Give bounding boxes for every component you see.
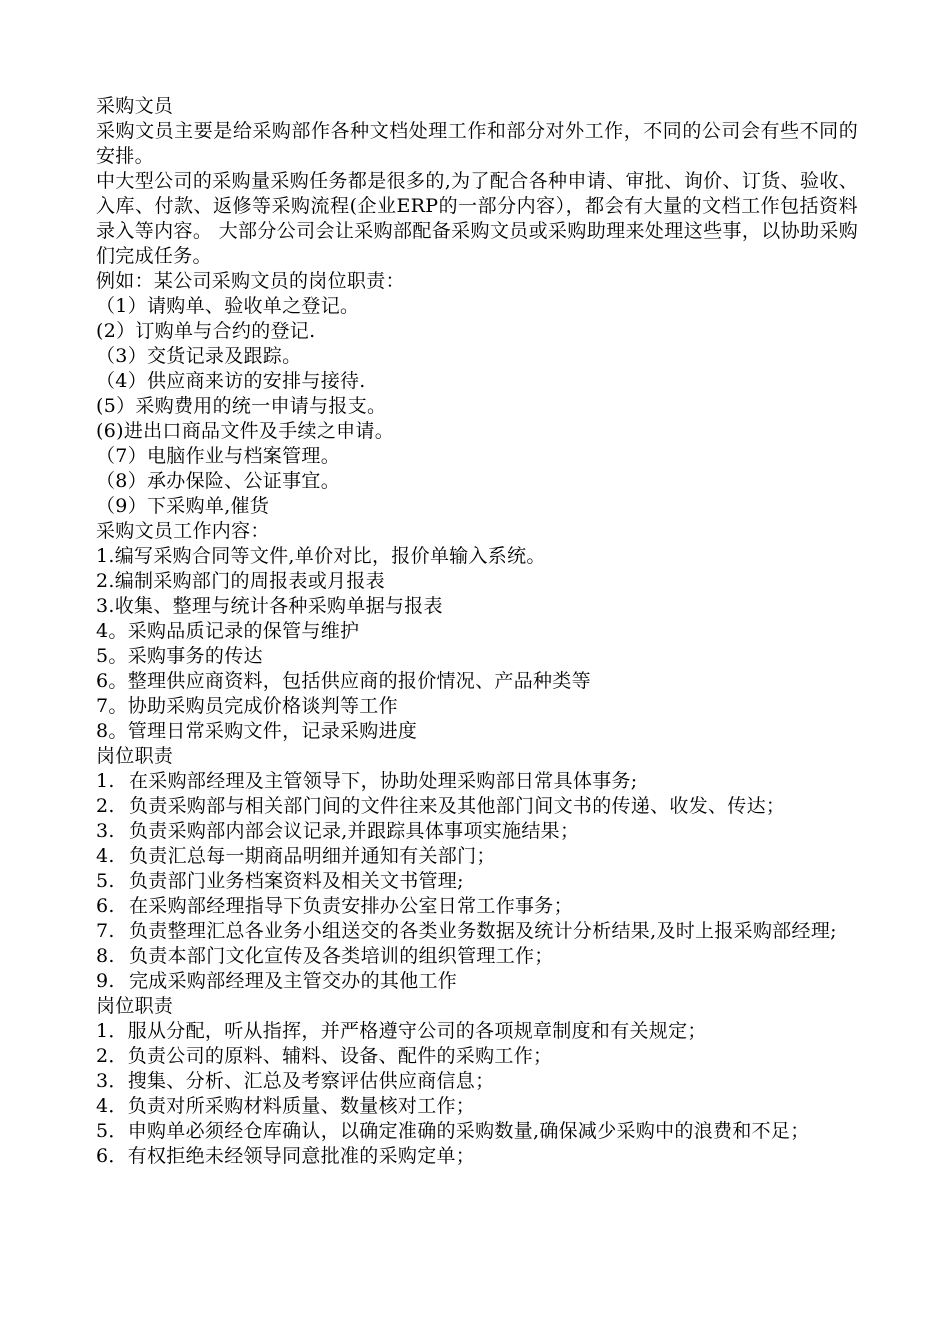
example-item: （4）供应商来访的安排与接待. [96, 370, 366, 392]
duty-item [96, 944, 858, 969]
duty-item-number: 3. [96, 820, 115, 842]
duty-item [96, 844, 858, 869]
duty-item [96, 894, 858, 919]
example-item: (6)进出口商品文件及手续之申请。 [96, 420, 395, 442]
doc-title: 采购文员 [96, 95, 174, 117]
example-item: (2）订购单与合约的登记. [96, 320, 316, 342]
duty-item-text: 负责采购部内部会议记录,并跟踪具体事项实施结果； [129, 820, 580, 842]
duty-item-number: 1. [96, 770, 115, 792]
duty-item-number: 2. [96, 795, 115, 817]
work-heading: 采购文员工作内容： [96, 520, 270, 542]
duty-item-text: 在采购部经理及主管领导下，协助处理采购部日常具体事务; [129, 770, 638, 792]
work-item: 4。采购品质记录的保管与维护 [96, 620, 360, 642]
example-item: (5）采购费用的统一申请与报支。 [96, 395, 387, 417]
work-item: 3.收集、整理与统计各种采购单据与报表 [96, 595, 443, 617]
duty-item-number: 5. [96, 870, 115, 892]
duty-item-number: 7. [96, 920, 115, 942]
work-item: 1.编写采购合同等文件,单价对比，报价单输入系统。 [96, 545, 546, 567]
duty-item-2: 3．搜集、分析、汇总及考察评估供应商信息； [96, 1070, 495, 1092]
example-item: （7）电脑作业与档案管理。 [96, 445, 340, 467]
duty-item-text: 完成采购部经理及主管交办的其他工作 [129, 970, 458, 992]
duty-heading-1: 岗位职责 [96, 745, 174, 767]
duty-item [96, 869, 858, 894]
intro-paragraph-1: 采购文员主要是给采购部作各种文档处理工作和部分对外工作，不同的公司会有些不同的安排。 [96, 120, 858, 167]
work-item: 7。协助采购员完成价格谈判等工作 [96, 695, 398, 717]
duty-item [96, 819, 858, 844]
duty-item-text: 在采购部经理指导下负责安排办公室日常工作事务； [129, 895, 573, 917]
work-item: 5。采购事务的传达 [96, 645, 263, 667]
duty-heading-2: 岗位职责 [96, 995, 174, 1017]
duty-item [96, 769, 858, 794]
duty-item [96, 919, 858, 944]
work-item: 8。管理日常采购文件，记录采购进度 [96, 720, 418, 742]
example-item: （9）下采购单,催货 [96, 495, 270, 517]
intro-paragraph-2: 中大型公司的采购量采购任务都是很多的,为了配合各种申请、审批、询价、订货、验收、入库、付款、返修等采购流程(企业ERP的一部分内容），都会有大量的文档工作包括资料录入等内容。 大部分公司会让采购部配备采购文员或采购助理来处理这些事，以协助采购们完成任务。 [96, 170, 858, 267]
duty-item-2: 1．服从分配，听从指挥，并严格遵守公司的各项规章制度和有关规定； [96, 1020, 707, 1042]
duty-item-2: 5．申购单必须经仓库确认，以确定准确的采购数量,确保减少采购中的浪费和不足； [96, 1120, 810, 1142]
duty-item-2: 4．负责对所采购材料质量、数量核对工作； [96, 1095, 476, 1117]
duty-item-text: 负责整理汇总各业务小组送交的各类业务数据及统计分析结果,及时上报采购部经理; [129, 920, 837, 942]
duty-item-text: 负责采购部与相关部门间的文件往来及其他部门间文书的传递、收发、传达； [129, 795, 786, 817]
duty-item-text: 负责本部门文化宣传及各类培训的组织管理工作； [129, 945, 554, 967]
duty-item-2: 6．有权拒绝未经领导同意批准的采购定单； [96, 1145, 476, 1167]
document-page [96, 94, 858, 1169]
duty-item-number: 9. [96, 970, 115, 992]
work-item: 6。整理供应商资料，包括供应商的报价情况、产品种类等 [96, 670, 591, 692]
duty-item [96, 969, 858, 994]
duty-item-text: 负责汇总每一期商品明细并通知有关部门； [129, 845, 496, 867]
work-item: 2.编制采购部门的周报表或月报表 [96, 570, 385, 592]
duty-item-number: 4. [96, 845, 115, 867]
example-item: （8）承办保险、公证事宜。 [96, 470, 340, 492]
duty-item-number: 8. [96, 945, 115, 967]
example-heading: 例如：某公司采购文员的岗位职责： [96, 270, 405, 292]
example-item: （3）交货记录及跟踪。 [96, 345, 302, 367]
duty-item-number: 6. [96, 895, 115, 917]
duty-item-text: 负责部门业务档案资料及相关文书管理; [129, 870, 464, 892]
example-item: （1）请购单、验收单之登记。 [96, 295, 360, 317]
duty-item-2: 2．负责公司的原料、辅料、设备、配件的采购工作； [96, 1045, 553, 1067]
duty-item [96, 794, 858, 819]
